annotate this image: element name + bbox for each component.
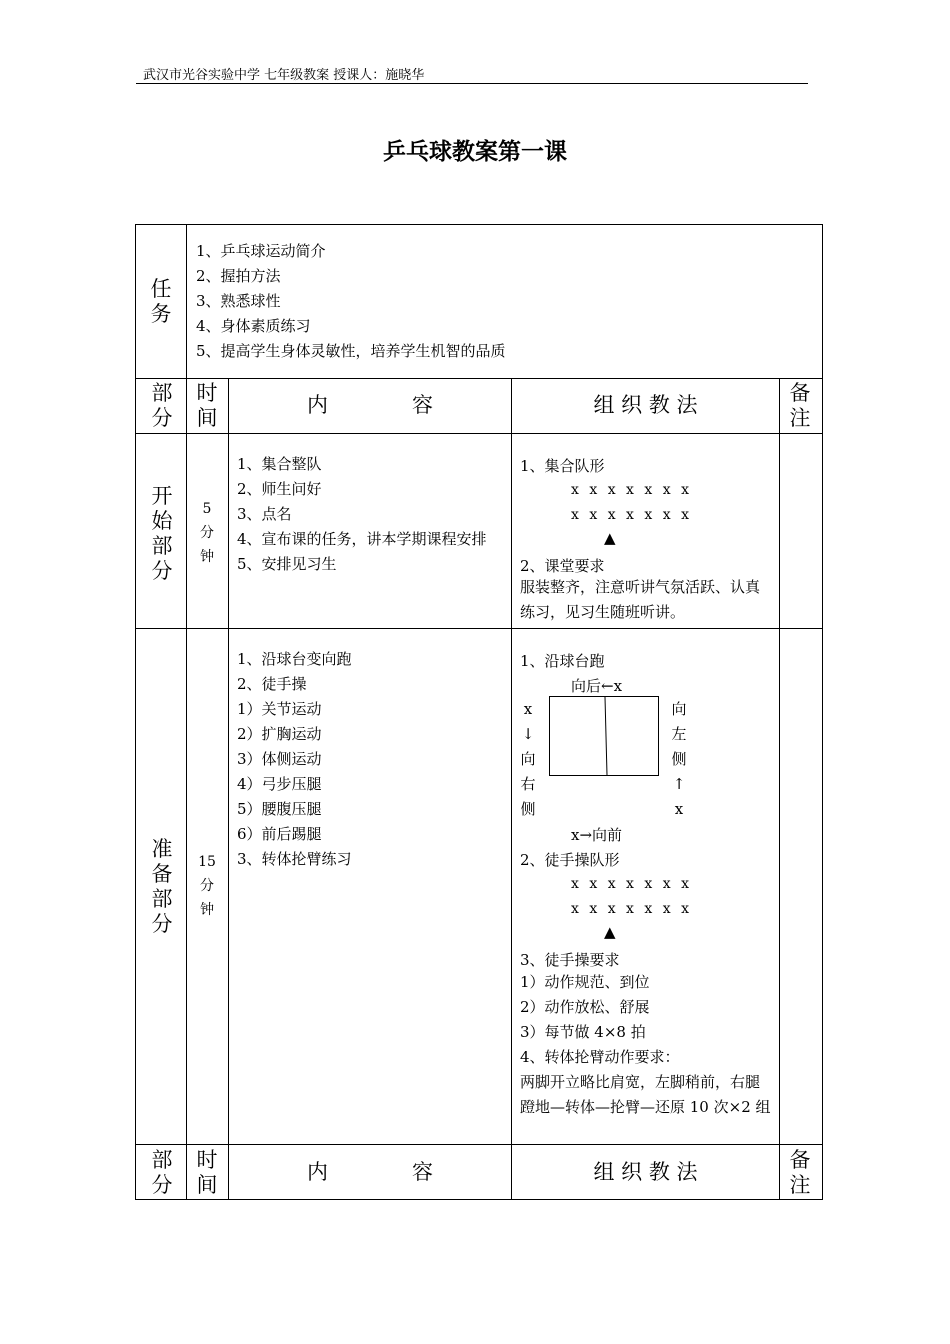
content-item: 1）关节运动	[237, 700, 322, 718]
row-divider	[136, 628, 822, 629]
task-item: 2、握拍方法	[196, 267, 281, 285]
header-rule	[136, 83, 808, 84]
task-item: 1、乒乓球运动简介	[196, 242, 326, 260]
task-list	[196, 239, 506, 364]
content-item: 3、转体抡臂练习	[237, 850, 352, 868]
content-item: 2、师生问好	[237, 480, 322, 498]
col-divider	[228, 378, 229, 1199]
task-label: 任务	[150, 277, 172, 326]
col-header-part: 部分	[151, 381, 173, 430]
col-header-note: 备注	[789, 381, 811, 430]
prep-method-heading: 2、徒手操队形	[520, 851, 620, 869]
row-divider	[136, 433, 822, 434]
diagram-bottom-label: x→向前	[571, 826, 623, 844]
teacher-marker: ▲	[604, 923, 616, 941]
opening-part-label: 开始部分	[151, 484, 173, 583]
row-divider	[136, 1144, 822, 1145]
document-header: 武汉市光谷实验中学 七年级教案 授课人：施晓华	[143, 68, 425, 83]
opening-method-text: 服装整齐，注意听讲气氛活跃、认真练习，见习生随班听讲。	[520, 578, 761, 621]
formation-row: x x x x x x x	[571, 901, 692, 917]
task-item: 3、熟悉球性	[196, 292, 281, 310]
prep-method-text: 两脚开立略比肩宽，左脚稍前，右腿蹬地—转体—抡臂—还原 10 次×2 组	[520, 1073, 771, 1116]
content-item: 3、点名	[237, 505, 292, 523]
requirement-item: 3）每节做 4×8 拍	[520, 1023, 646, 1041]
content-item: 2、徒手操	[237, 675, 307, 693]
col-divider	[186, 225, 187, 1199]
prep-part-label: 准备部分	[151, 837, 173, 936]
col-divider	[779, 378, 780, 1199]
prep-time: 15 分 钟	[198, 854, 216, 918]
opening-method-heading: 1、集合队形	[520, 457, 605, 475]
formation-row: x x x x x x x	[571, 876, 692, 892]
content-item: 3）体侧运动	[237, 750, 322, 768]
requirement-item: 4、转体抡臂动作要求：	[520, 1048, 680, 1066]
col-header-part: 部分	[151, 1148, 173, 1197]
requirement-item: 1）动作规范、到位	[520, 973, 650, 991]
row-divider	[136, 378, 822, 379]
col-header-time: 时间	[196, 381, 218, 430]
col-divider	[511, 378, 512, 1199]
content-item: 4、宣布课的任务，讲本学期课程安排	[237, 530, 487, 548]
prep-method-reqs	[520, 970, 680, 1070]
diagram-left-labels: x ↓ 向 右 侧	[520, 700, 536, 818]
content-item: 2）扩胸运动	[237, 725, 322, 743]
content-item: 6）前后踢腿	[237, 825, 322, 843]
prep-content	[237, 647, 352, 872]
col-header-note: 备注	[789, 1148, 811, 1197]
opening-time: 5 分 钟	[200, 501, 214, 565]
ping-pong-table-icon	[549, 696, 659, 776]
content-item: 5）腰腹压腿	[237, 800, 322, 818]
formation-row: x x x x x x x	[571, 482, 692, 498]
table-net-line	[550, 697, 658, 775]
prep-method-heading: 1、沿球台跑	[520, 652, 605, 670]
prep-method-heading: 3、徒手操要求	[520, 951, 620, 969]
task-item: 4、身体素质练习	[196, 317, 311, 335]
content-item: 1、集合整队	[237, 455, 322, 473]
col-header-content: 内 容	[307, 393, 433, 417]
content-item: 1、沿球台变向跑	[237, 650, 352, 668]
col-header-method: 组 织 教 法	[593, 393, 698, 417]
requirement-item: 2）动作放松、舒展	[520, 998, 650, 1016]
content-item: 4）弓步压腿	[237, 775, 322, 793]
task-item: 5、提高学生身体灵敏性，培养学生机智的品质	[196, 342, 506, 360]
diagram-top-label: 向后←x	[571, 677, 623, 695]
col-header-content: 内 容	[307, 1160, 433, 1184]
teacher-marker: ▲	[604, 529, 616, 547]
col-header-method: 组 织 教 法	[593, 1160, 698, 1184]
col-header-time: 时间	[196, 1148, 218, 1197]
page-title: 乒乓球教案第一课	[383, 139, 567, 165]
diagram-right-labels: 向 左 侧 ↑ x	[671, 700, 687, 818]
content-item: 5、安排见习生	[237, 555, 337, 573]
formation-row: x x x x x x x	[571, 507, 692, 523]
opening-method-heading: 2、课堂要求	[520, 557, 605, 575]
lesson-table	[135, 224, 823, 1200]
opening-content	[237, 452, 487, 577]
